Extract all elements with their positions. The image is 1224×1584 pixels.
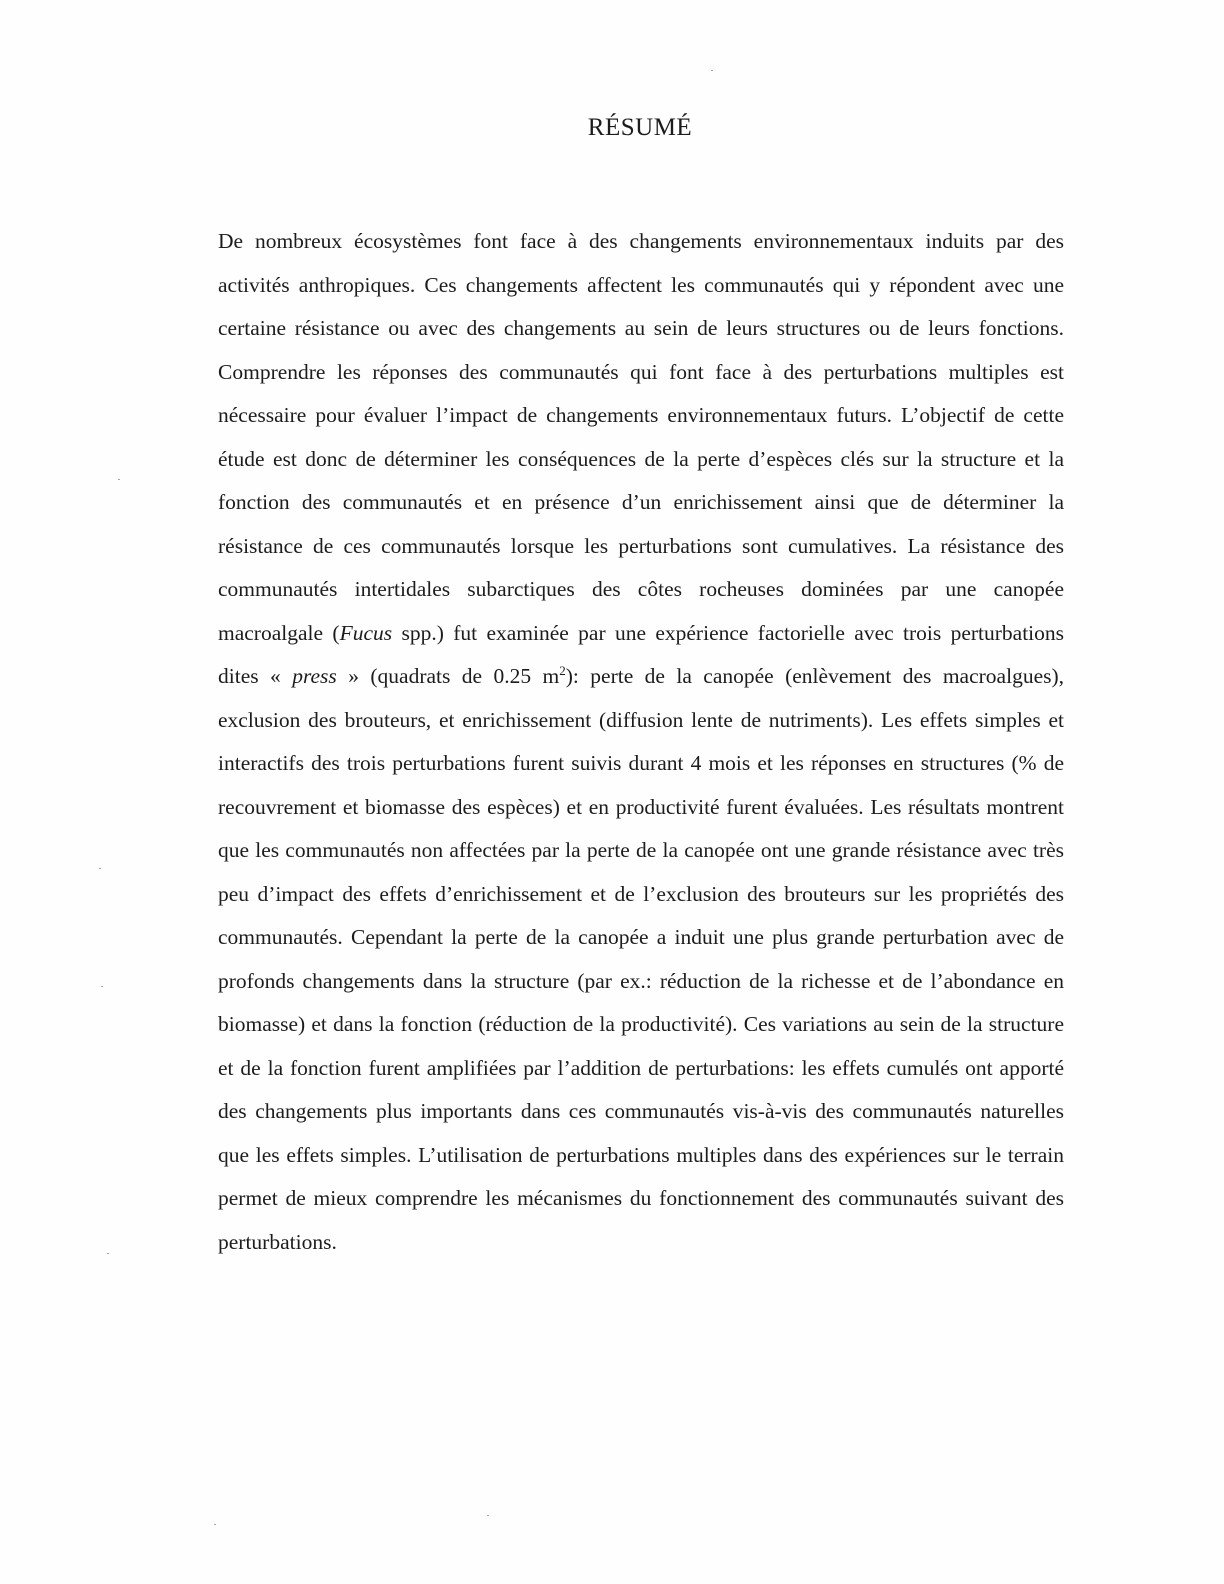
abstract-text-part-3: » (quadrats de 0.25 m <box>336 664 560 688</box>
scan-speck <box>118 479 120 480</box>
abstract-paragraph <box>218 220 1064 1264</box>
press-term: press <box>292 664 337 688</box>
page-title: RÉSUMÉ <box>587 114 693 141</box>
scan-speck <box>711 70 713 71</box>
scan-speck <box>107 1253 109 1254</box>
scan-speck <box>214 1524 216 1525</box>
genus-name: Fucus <box>339 620 393 645</box>
scan-speck <box>101 986 103 987</box>
abstract-text-part-1: De nombreux écosystèmes font face à des changements environnementaux induits par des activités anthropiques. Ces changements affectent les communautés qui y répondent avec une certaine résistance ou avec des changements au sein de leurs structures ou de leurs fonctions. Comprendre les réponses des communautés qui font face à des perturbations multiples est nécessaire pour évaluer l’impact de changements environnementaux futurs. L’objectif de cette étude est donc de déterminer les conséquences de la perte d’espèces clés sur la structure et la fonction des communautés et en présence d’un enrichissement ainsi que de déterminer la résistance de ces communautés lorsque les perturbations sont cumulatives. La résistance des communautés intertidales subarctiques des côtes rocheuses dominées par une canopée macroalgale ( <box>218 229 1064 645</box>
superscript-two: 2 <box>559 663 566 678</box>
abstract-text-part-4: ): perte de la canopée (enlèvement des macroalgues), exclusion des brouteurs, et enrichissement (diffusion lente de nutriments). Les effets simples et interactifs des trois perturbations furent suivis durant 4 mois et les réponses en structures (% de recouvrement et biomasse des espèces) et en productivité furent évaluées. Les résultats montrent que les communautés non affectées par la perte de la canopée ont une grande résistance avec très peu d’impact des effets d’enrichissement et de l’exclusion des brouteurs sur les propriétés des communautés. Cependant la perte de la canopée a induit une plus grande perturbation avec de profonds changements dans la structure (par ex.: réduction de la richesse et de l’abondance en biomasse) et dans la fonction (réduction de la productivité). Ces variations au sein de la structure et de la fonction furent amplifiées par l’addition de perturbations: les effets cumulés ont apporté des changements plus importants dans ces communautés vis-à-vis des communautés naturelles que les effets simples. L’utilisation de perturbations multiples dans des expériences sur le terrain permet de mieux comprendre les mécanismes du fonctionnement des communautés suivant des perturbations. <box>218 664 1065 1254</box>
abstract-body <box>218 220 1064 1264</box>
abstract-text-part-2: spp.) fut examinée par une expérience factorielle avec trois perturbations dites « <box>218 620 1065 688</box>
scan-speck <box>99 868 101 869</box>
scan-speck <box>487 1515 489 1516</box>
